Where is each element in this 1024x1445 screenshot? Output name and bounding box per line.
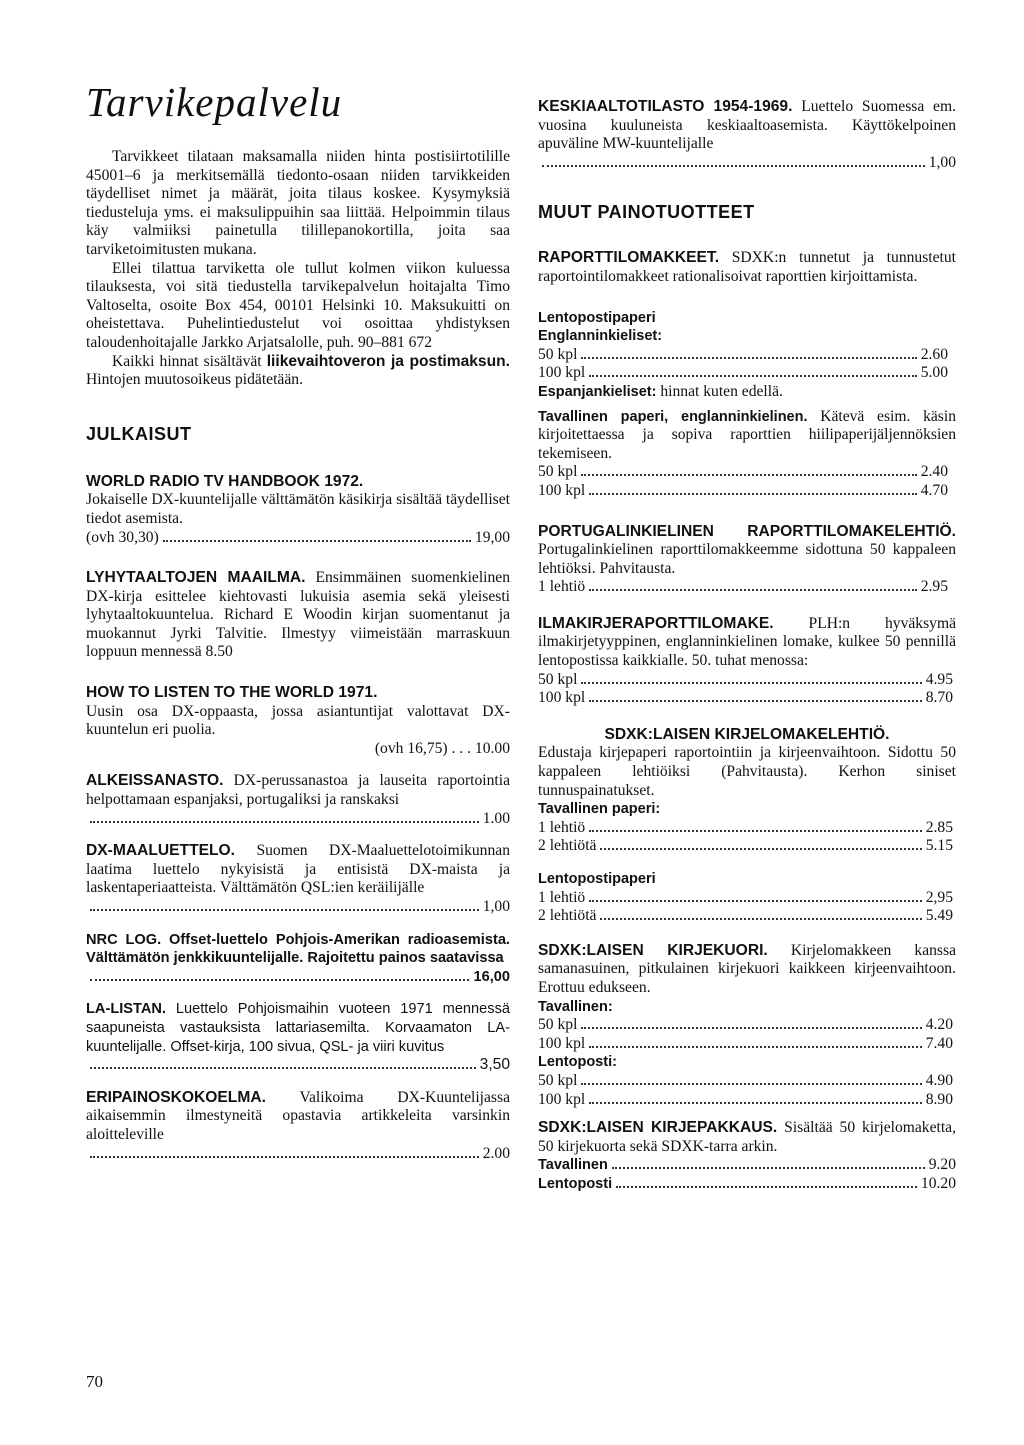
leader-dots	[616, 1186, 917, 1188]
leader-dots	[581, 1083, 921, 1085]
section-heading-julkaisut: JULKAISUT	[86, 423, 192, 444]
leader-dots	[600, 918, 921, 920]
price-label: 2 lehtiötä	[538, 907, 597, 925]
item-body: Kirjelomakkeen kanssa samanasuinen, pitkulainen kirjekuori kaikkeen kirjeenvaihtoon. Erottuu edukseen.	[538, 941, 956, 996]
leader-dots	[589, 1046, 921, 1048]
price-row	[86, 1145, 510, 1164]
price-row	[538, 154, 956, 173]
sub-heading: Englanninkieliset:	[538, 328, 663, 345]
price-row: (ovh 16,75) . . . 10.00	[374, 739, 510, 757]
item-portugalinkielinen	[538, 523, 956, 597]
item-title: HOW TO LISTEN TO THE WORLD 1971.	[86, 684, 378, 702]
price-row	[538, 1091, 953, 1110]
item-title: ERIPAINOSKOKOELMA.	[86, 1088, 266, 1106]
price-label: (ovh 16,75)	[374, 739, 448, 757]
leader-dots	[542, 165, 925, 167]
item-body: Luettelo Suomessa em. vuosina kuuluneista keskiaaltoasemista. Käyttökelpoinen apuväline MW-kuuntelijalle	[538, 98, 956, 153]
price-label: (ovh 30,30)	[86, 528, 159, 546]
price-label: Tavallinen	[538, 1157, 608, 1174]
item-title: LA-LISTAN.	[86, 1001, 166, 1018]
item-wrtvh	[86, 473, 510, 547]
price-row	[538, 1072, 953, 1091]
leader-dots	[581, 1027, 921, 1029]
item-title: SDXK:LAISEN KIRJEPAKKAUS.	[538, 1119, 778, 1137]
item-body: Kätevä esim. käsin kirjoitettaessa ja sopiva raporttien hiilipaperijäljennöksien tekemiseen.	[538, 407, 956, 462]
intro-p3-c: Hintojen muutosoikeus pidätetään.	[86, 371, 303, 389]
leader-dots	[589, 900, 921, 902]
item-body: PLH:n hyväksymä ilmakirjetyyppinen, englanninkielinen lomake, kulkee 50 pennillä lentopostissa kaikkialle. 50. tuhat menossa:	[538, 614, 956, 670]
item-body: Uusin osa DX-oppaasta, jossa asiantuntijat valottavat DX-kuuntelun eri puolia.	[86, 702, 510, 739]
item-title: KESKIAALTOTILASTO 1954-1969.	[538, 98, 793, 115]
item-title: PORTUGALINKIELINEN RAPORTTILOMAKELEHTIÖ.	[538, 522, 956, 540]
price: 4.90	[925, 1071, 953, 1089]
leader-dots	[612, 1167, 925, 1169]
item-lyhytaaltojen	[86, 569, 510, 662]
item-nrc-log	[86, 931, 510, 987]
item-body: Portugalinkielinen raporttilomakkeemme sidottuna 50 kappaleen lehtiöksi. Pahvitausta.	[538, 541, 956, 577]
price: 2.85	[925, 818, 953, 836]
price: 16,00	[473, 968, 510, 985]
item-alkeissanasto	[86, 772, 510, 828]
price-label: 50 kpl	[538, 345, 578, 363]
price-label: 1 lehtiö	[538, 818, 586, 836]
leader-dots	[90, 1156, 479, 1158]
item-la-listan	[86, 1000, 510, 1074]
item-keskiaaltotilasto	[538, 98, 956, 172]
price-row	[86, 898, 510, 917]
leader-dots	[90, 909, 479, 911]
leader-dots	[163, 540, 471, 542]
price-label: 50 kpl	[538, 670, 578, 688]
price: 10.00	[474, 739, 510, 757]
price-label: 50 kpl	[538, 1016, 578, 1034]
item-title: ALKEISSANASTO.	[86, 772, 224, 790]
price-label: 100 kpl	[538, 1034, 586, 1052]
leader-dots	[589, 589, 916, 591]
page-title: Tarvikepalvelu	[86, 79, 343, 125]
price-row	[538, 907, 953, 926]
price: 2.00	[482, 1144, 510, 1162]
right-column	[538, 98, 956, 1194]
price-label: 50 kpl	[538, 1071, 578, 1089]
price-label: 100 kpl	[538, 689, 586, 707]
price: 1,00	[928, 153, 956, 171]
price: 8.90	[925, 1090, 953, 1108]
price: 8.70	[925, 689, 953, 707]
item-body: hinnat kuten edellä.	[656, 382, 783, 400]
price-label: 100 kpl	[538, 1090, 586, 1108]
item-body: Offset-luettelo Pohjois-Amerikan radioasemista. Välttämätön jenkkikuuntelijalle. Rajoitettu painos saatavissa	[86, 931, 510, 967]
price: 5.15	[925, 837, 953, 855]
price-row	[86, 968, 510, 987]
leader-dots	[589, 1102, 921, 1104]
leader-dots	[581, 474, 916, 476]
price: 5.49	[925, 907, 953, 925]
item-kirjekuori	[538, 942, 956, 1109]
item-body: Jokaiselle DX-kuuntelijalle välttämätön käsikirja sisältää täydelliset tiedot asemista.	[86, 491, 510, 527]
sub-heading: Lentopostipaperi	[538, 309, 656, 326]
price-row	[538, 1016, 953, 1035]
leader-dots	[90, 821, 479, 823]
price: 3,50	[479, 1056, 510, 1074]
price-row	[538, 671, 953, 690]
sub-heading: Tavallinen:	[538, 998, 613, 1015]
price-row	[538, 837, 953, 856]
item-body: Valikoima DX-Kuuntelijassa aikaisemmin ilmestyneitä opastavia artikkeleita varsinkin aloitteleville	[86, 1088, 510, 1143]
intro-p3-a: Kaikki hinnat sisältävät	[112, 352, 267, 370]
sub-heading: Espanjankieliset:	[538, 383, 657, 400]
item-how-to-listen	[86, 684, 510, 758]
item-body: Luettelo Pohjoismaihin vuoteen 1971 mennessä saapuneista vastauksista lattariasemilta. Korvaamaton LA-kuuntelijalle. Offset-kirja, 100 sivua, QSL- ja viiri kuvitus	[86, 1001, 510, 1055]
price-row	[538, 1156, 956, 1175]
price: 2,95	[925, 888, 953, 906]
leader-dots	[589, 700, 921, 702]
leader-dots	[589, 830, 921, 832]
price-row	[538, 482, 948, 501]
item-title: NRC LOG.	[86, 931, 162, 948]
sub-heading: Tavallinen paperi, englanninkielinen.	[538, 408, 808, 425]
price-row	[538, 578, 948, 597]
price: 2.95	[920, 578, 948, 596]
price-row	[86, 1056, 510, 1075]
leader-dots	[589, 375, 916, 377]
price-row	[538, 346, 948, 365]
price: 7.40	[925, 1034, 953, 1052]
price: 10.20	[920, 1174, 956, 1192]
price-label: 1 lehtiö	[538, 578, 586, 596]
item-eripainoskokoelma	[86, 1089, 510, 1163]
price: 8.50	[205, 643, 233, 661]
price-row	[538, 689, 953, 708]
item-ilmakirje	[538, 615, 956, 708]
item-title: SDXK:LAISEN KIRJEKUORI.	[538, 941, 768, 959]
price: 9.20	[928, 1156, 956, 1174]
price-label: 100 kpl	[538, 364, 586, 382]
price: 5.00	[920, 364, 948, 382]
left-column	[86, 78, 510, 1179]
sub-heading: Lentopostipaperi	[538, 871, 656, 887]
leader-dots	[589, 493, 916, 495]
price: 4.95	[925, 670, 953, 688]
sub-heading: Tavallinen paperi:	[538, 801, 661, 818]
price-row	[538, 1035, 953, 1054]
item-title: WORLD RADIO TV HANDBOOK 1972.	[86, 472, 364, 490]
item-body: Ensimmäinen suomenkielinen DX-kirja esittelee kiehtovasti lukuisia asemia sekä yleisesti lyhytaaltokuuntelua. Richard E Woodin kirjan suomentanut ja muokannut Jyrki Talvitie. Ilmestyy viimeistään marraskuun loppuun mennessä	[86, 569, 510, 661]
price: 4.70	[920, 481, 948, 499]
price-row	[538, 364, 948, 383]
price-label: 50 kpl	[538, 463, 578, 481]
price-label: 1 lehtiö	[538, 888, 586, 906]
leader-dots	[581, 357, 916, 359]
item-title: LYHYTAALTOJEN MAAILMA.	[86, 569, 306, 587]
leader-dots	[581, 682, 921, 684]
item-body: SDXK:n tunnetut ja tunnustetut raportointilomakkeet rationalisoivat raporttien kirjoittamista.	[538, 249, 956, 285]
intro-paragraph-3	[86, 353, 510, 390]
item-raporttilomakkeet	[538, 249, 956, 286]
item-kirjepakkaus	[538, 1119, 956, 1193]
sub-heading: Lentoposti:	[538, 1054, 617, 1071]
item-title: ILMAKIRJERAPORTTILOMAKE.	[538, 614, 774, 632]
item-title: SDXK:LAISEN KIRJELOMAKELEHTIÖ.	[604, 725, 890, 743]
price-row	[538, 889, 953, 908]
price-row	[538, 819, 953, 838]
page-number: 70	[86, 1372, 103, 1391]
price-row	[538, 463, 948, 482]
price-row	[538, 1175, 956, 1194]
item-body: Sisältää 50 kirjelomaketta, 50 kirjekuorta sekä SDXK-tarra arkin.	[538, 1119, 956, 1155]
price-label: 2 lehtiötä	[538, 837, 597, 855]
price: 2.60	[920, 345, 948, 363]
item-lentopostipaperi	[538, 309, 956, 402]
item-body: Suomen DX-Maaluettelotoimikunnan laatima luettelo nykyisistä ja entisistä DX-maista ja laskentaperiaatteista. Välttämätön QSL:ien keräilijälle	[86, 842, 510, 897]
item-title: DX-MAALUETTELO.	[86, 842, 235, 860]
price-label: 100 kpl	[538, 481, 586, 499]
leader-dots	[90, 979, 469, 981]
price-row	[86, 529, 510, 548]
intro-paragraph-2: Ellei tilattua tarviketta ole tullut kolmen viikon kuluessa tilauksesta, voi sitä tiedustella tarvikepalvelun hoitajalta Timo Valtoselta, osoite Box 454, 00101 Helsinki 10. Maksukuitti on oheistettava. Puhelintiedustelut voi osoittaa yhdistyksen taloudenhoitajalle Jarkko Arjatsalolle, puh. 90–881 672	[86, 259, 510, 351]
item-body: Edustaja kirjepaperi raportointiin ja kirjeenvaihtoon. Sidottu 50 kappaleen lehtiöiksi (Pahvitausta). Kerhon siniset tunnuspainatukset.	[538, 744, 956, 799]
price-row	[86, 810, 510, 829]
item-body: DX-perussanastoa ja lauseita raportointia helpottamaan espanjaksi, portugaliksi ja ranskaksi	[86, 772, 510, 809]
item-title: RAPORTTILOMAKKEET.	[538, 249, 720, 267]
leader-dots	[600, 848, 921, 850]
leader-dots	[90, 1067, 476, 1069]
intro-paragraph-1: Tarvikkeet tilataan maksamalla niiden hinta postisiirtotilille 45001–6 ja merkitsemällä tiedonto-osaan niiden tarvikkeiden täydelliset nimet ja määrät, joita tilaus koskee. Kysymyksiä tiedusteluja yms. ei maksulippuihin saa liittää. Helpoimmin tilaus käy valmiiksi painetulla tilillepanokortilla, joita saa tarviketoimitusten mukana.	[86, 148, 510, 258]
item-kirjelomakelehtio	[538, 726, 956, 926]
item-dx-maaluettelo	[86, 842, 510, 916]
section-heading-muut: MUUT PAINOTUOTTEET	[538, 202, 755, 223]
item-tavallinen-paperi	[538, 408, 956, 501]
price: 2.40	[920, 463, 948, 481]
price: 1.00	[482, 809, 510, 827]
price-label: Lentoposti	[538, 1175, 613, 1192]
intro-p3-bold: liikevaihtoveron ja postimaksun.	[266, 352, 510, 370]
price: 19,00	[474, 528, 510, 546]
price: 1,00	[482, 898, 510, 915]
price: 4.20	[925, 1016, 953, 1034]
